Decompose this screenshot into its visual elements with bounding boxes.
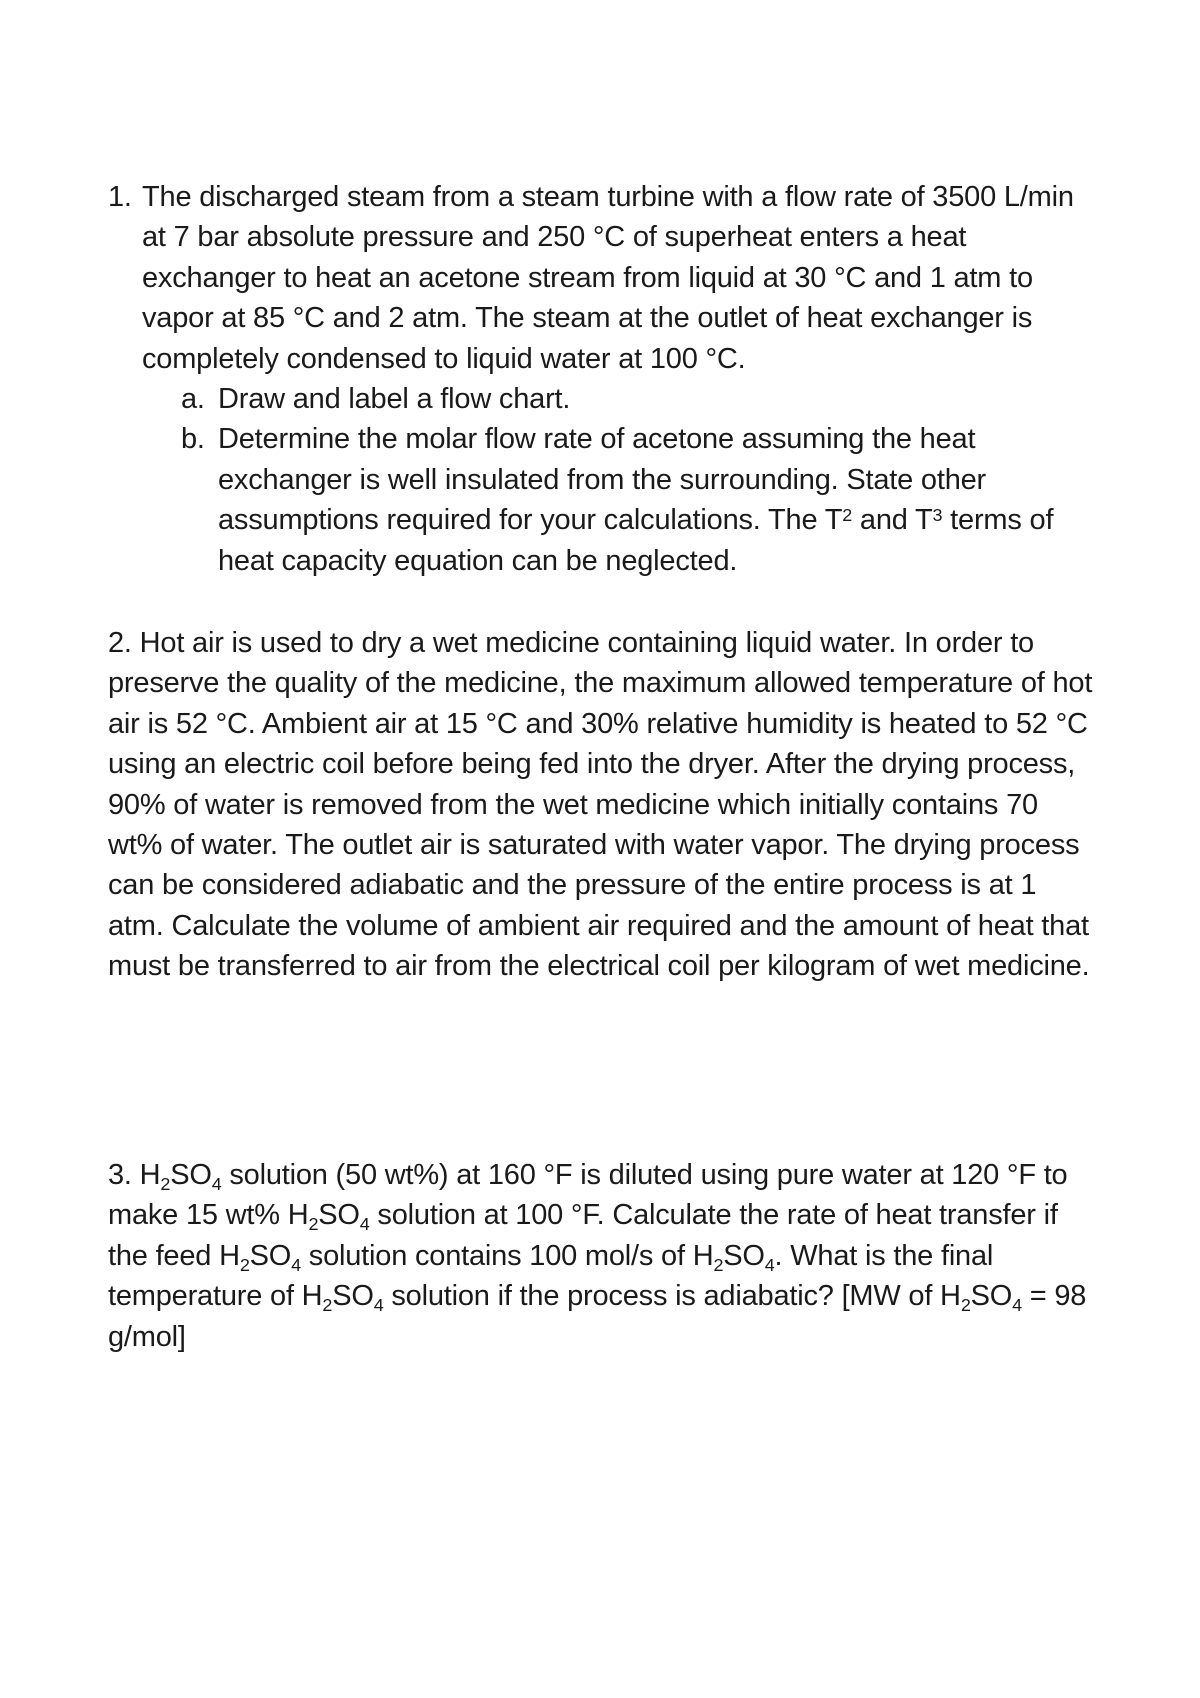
part-a-marker: a.	[181, 383, 205, 416]
part-a-text: Draw and label a flow chart.	[218, 383, 571, 416]
part-b-marker: b.	[181, 423, 205, 456]
q3-text: solution contains 100 mol/s of H	[300, 1239, 714, 1272]
q3-subscript: 2	[322, 1294, 333, 1315]
q3-subscript: 4	[291, 1254, 301, 1275]
question-2-text: 2. Hot air is used to dry a wet medicine containing liquid water. In order to preserve the quality of the medicine, the maximum allowed temperature of hot air is 52 °C. Ambient air at 15 °C and 30% relative humidity is heated to 52 °C using an electric coil before being fed into the dryer. After the drying process, 90% of water is removed from the wet medicine which initially contains 70 wt% of water. The outlet air is saturated with water vapor. The drying process can be considered adiabatic and the pressure of the entire process is at 1 atm. Calculate the volume of ambient air required and the amount of heat that must be transferred to air from the electrical coil per kilogram of wet medicine.	[108, 627, 1093, 983]
question-2	[108, 623, 1098, 987]
question-1-parts	[181, 379, 1098, 581]
q3-subscript: 4	[359, 1214, 370, 1235]
part-b-text-1: Determine the molar flow rate of acetone assuming the heat exchanger is well insulated from the surrounding. State other assumptions required for your calculations. The T	[218, 423, 987, 537]
q3-subscript: 2	[960, 1294, 971, 1315]
question-1	[108, 177, 1098, 581]
question-1-part-b	[181, 419, 1098, 581]
part-b-text-2: and T	[852, 504, 933, 537]
q3-subscript: 4	[373, 1294, 384, 1315]
q3-subscript: 4	[1012, 1294, 1022, 1315]
q3-subscript: 4	[764, 1254, 775, 1275]
q3-text: solution (50 wt%) at 160 °F is diluted using pure water at 120 °F to make 15 wt% H	[108, 1159, 1068, 1232]
question-1-part-a	[181, 379, 1098, 419]
question-1-text: The discharged steam from a steam turbine with a flow rate of 3500 L/min at 7 bar absolute pressure and 250 °C of superheat enters a heat exchanger to heat an acetone stream from liquid at 30 °C and 1 atm to vapor at 85 °C and 2 atm. The steam at the outlet of heat exchanger is completely condensed to liquid water at 100 °C.	[142, 181, 1074, 375]
question-3	[108, 1155, 1098, 1357]
q3-text: . What is the final temperature of H	[108, 1239, 994, 1313]
superscript-3: 3	[932, 505, 943, 526]
q3-text: SO	[249, 1239, 292, 1272]
question-1-number: 1.	[108, 181, 132, 213]
q3-subscript: 2	[160, 1173, 171, 1194]
q3-text: SO	[970, 1280, 1013, 1313]
q3-text: 3. H	[108, 1159, 161, 1191]
q3-subscript: 2	[713, 1254, 724, 1275]
q3-subscript: 4	[211, 1173, 222, 1194]
q3-text: SO	[318, 1199, 360, 1232]
q3-text: solution at 100 °F. Calculate the rate of heat transfer if the feed H	[108, 1199, 1058, 1272]
q3-text: SO	[170, 1159, 212, 1191]
q3-text: solution if the process is adiabatic? [MW of H	[383, 1280, 961, 1313]
part-b-text-3: terms of heat capacity equation can be neglected.	[218, 504, 1054, 577]
superscript-2: 2	[842, 505, 853, 526]
q3-text: SO	[723, 1239, 765, 1272]
q3-subscript: 2	[239, 1254, 250, 1275]
question-1-stem	[142, 177, 1098, 581]
q3-text: SO	[332, 1280, 374, 1313]
part-b-text	[218, 419, 1098, 581]
q3-subscript: 2	[308, 1214, 319, 1235]
q3-text: = 98 g/mol]	[108, 1280, 1087, 1353]
